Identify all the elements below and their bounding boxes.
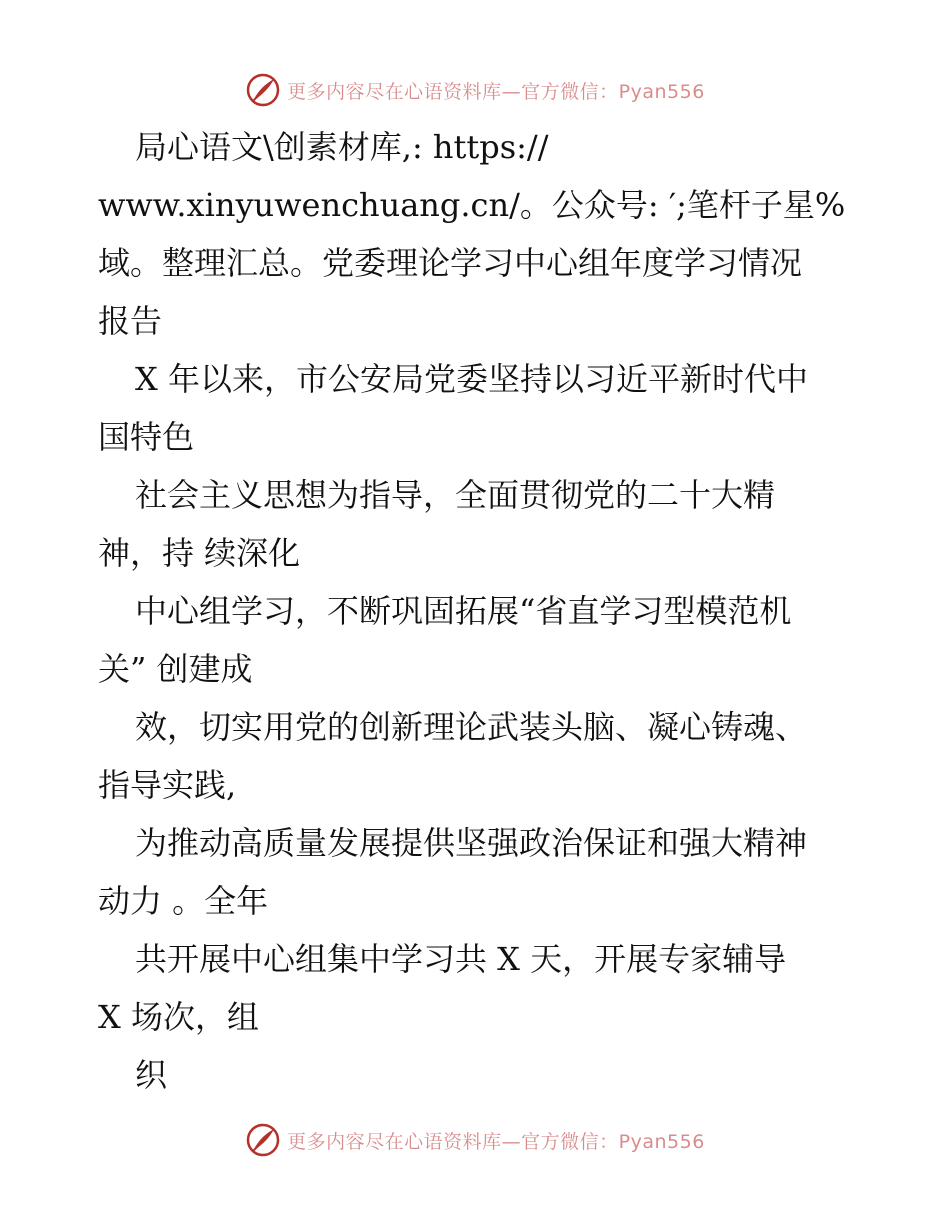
watermark-footer xyxy=(0,1120,950,1160)
document-body xyxy=(98,118,858,1104)
text-line: 社会主义思想为指导，全面贯彻党的二十大精 xyxy=(135,476,776,514)
text-line: 共开展中心组集中学习共 X 天，开展专家辅导 xyxy=(135,940,787,978)
text-line: 域。整理汇总。党委理论学习中心组年度学习情况 xyxy=(98,244,803,282)
text-line: 国特色 xyxy=(98,418,195,456)
text-line: 局心语文\创素材库,: https:// xyxy=(135,128,549,166)
text-line: 动力 。全年 xyxy=(98,882,269,920)
feather-pen-seal-icon xyxy=(245,72,281,108)
watermark-header xyxy=(0,70,950,110)
text-line: 关” 创建成 xyxy=(98,650,253,688)
text-line: 织 xyxy=(135,1056,168,1094)
feather-pen-seal-icon xyxy=(245,1122,281,1158)
text-line: 指导实践, xyxy=(98,766,237,804)
text-line: 中心组学习，不断巩固拓展“省直学习型模范机 xyxy=(135,592,792,630)
text-line: 为推动高质量发展提供坚强政治保证和强大精神 xyxy=(135,824,808,862)
text-line: X 场次，组 xyxy=(98,998,259,1036)
text-line: www.xinyuwenchuang.cn/。公众号: ′;笔杆子星% xyxy=(98,186,846,224)
watermark-text: 更多内容尽在心语资料库—官方微信：Pyan556 xyxy=(287,80,705,103)
watermark-text: 更多内容尽在心语资料库—官方微信：Pyan556 xyxy=(287,1130,705,1153)
text-line: 神，持 续深化 xyxy=(98,534,301,572)
text-line: 效，切实用党的创新理论武装头脑、凝心铸魂、 xyxy=(135,708,808,746)
text-line: X 年以来，市公安局党委坚持以习近平新时代中 xyxy=(135,360,808,398)
text-line: 报告 xyxy=(98,302,163,340)
